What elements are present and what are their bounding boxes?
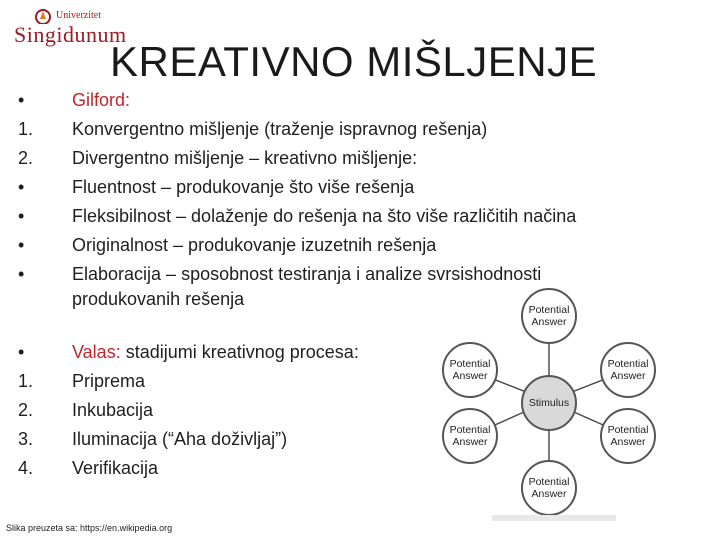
watermark-stamp xyxy=(492,512,616,524)
answer-label-line1: Potential xyxy=(607,424,649,436)
valas-list xyxy=(16,338,359,483)
list-text: stadijumi kreativnog procesa: xyxy=(120,342,359,362)
list-text: Fluentnost – produkovanje što više rešenja xyxy=(72,177,415,197)
list-item xyxy=(16,231,576,260)
list-marker: 1. xyxy=(18,371,34,391)
list-marker: • xyxy=(18,264,25,284)
list-text: Inkubacija xyxy=(72,400,154,420)
list-text: Verifikacija xyxy=(72,458,159,478)
list-marker: 1. xyxy=(18,119,34,139)
list-item xyxy=(16,115,576,144)
list-marker: 3. xyxy=(18,429,34,449)
gilford-list xyxy=(16,86,576,314)
answer-label-line2: Answer xyxy=(531,316,567,328)
list-item xyxy=(16,173,576,202)
list-item xyxy=(16,425,359,454)
logo-name-text: Singidunum xyxy=(14,22,127,47)
answer-label-line2: Answer xyxy=(452,370,488,382)
list-item xyxy=(16,396,359,425)
list-item xyxy=(16,338,359,367)
list-item xyxy=(16,454,359,483)
answer-label-line1: Potential xyxy=(607,358,649,370)
stimulus-label: Stimulus xyxy=(528,397,570,409)
divergent-thinking-diagram xyxy=(438,288,660,532)
answer-label-line1: Potential xyxy=(449,424,491,436)
list-accent-text: Valas: xyxy=(72,342,121,362)
list-text: Divergentno mišljenje – kreativno mišljenje: xyxy=(72,148,418,168)
answer-label-line1: Potential xyxy=(528,476,570,488)
answer-label-line2: Answer xyxy=(452,436,488,448)
list-item-continuation: produkovanih rešenja xyxy=(72,289,245,309)
list-marker: 4. xyxy=(18,458,34,478)
list-text: Konvergentno mišljenje (traženje ispravnog rešenja) xyxy=(72,119,488,139)
list-accent-text: Gilford: xyxy=(72,90,131,110)
list-marker: • xyxy=(18,177,25,197)
list-marker: • xyxy=(18,90,25,110)
logo-university-text: Univerzitet xyxy=(56,10,101,21)
list-text: Fleksibilnost – dolaženje do rešenja na što više različitih načina xyxy=(72,206,577,226)
answer-label-line1: Potential xyxy=(449,358,491,370)
list-marker: • xyxy=(18,206,25,226)
answer-label-line2: Answer xyxy=(531,488,567,500)
university-logo xyxy=(8,8,127,48)
list-text: Iluminacija (“Aha doživljaj”) xyxy=(72,429,288,449)
list-marker: 2. xyxy=(18,400,34,420)
slide-title: KREATIVNO MIŠLJENJE xyxy=(110,38,598,85)
list-marker: • xyxy=(18,235,25,255)
list-marker: 2. xyxy=(18,148,34,168)
list-item xyxy=(16,86,576,115)
list-item xyxy=(16,144,576,173)
image-source-caption: Slika preuzeta sa: https://en.wikipedia.org xyxy=(6,523,173,533)
list-text: Priprema xyxy=(72,371,146,391)
list-marker: • xyxy=(18,342,25,362)
list-text: Elaboracija – sposobnost testiranja i analize svrsishodnosti xyxy=(72,264,542,284)
list-item xyxy=(16,367,359,396)
answer-label-line1: Potential xyxy=(528,304,570,316)
answer-label-line2: Answer xyxy=(610,436,646,448)
list-text: Originalnost – produkovanje izuzetnih rešenja xyxy=(72,235,437,255)
list-item xyxy=(16,202,576,231)
answer-label-line2: Answer xyxy=(610,370,646,382)
